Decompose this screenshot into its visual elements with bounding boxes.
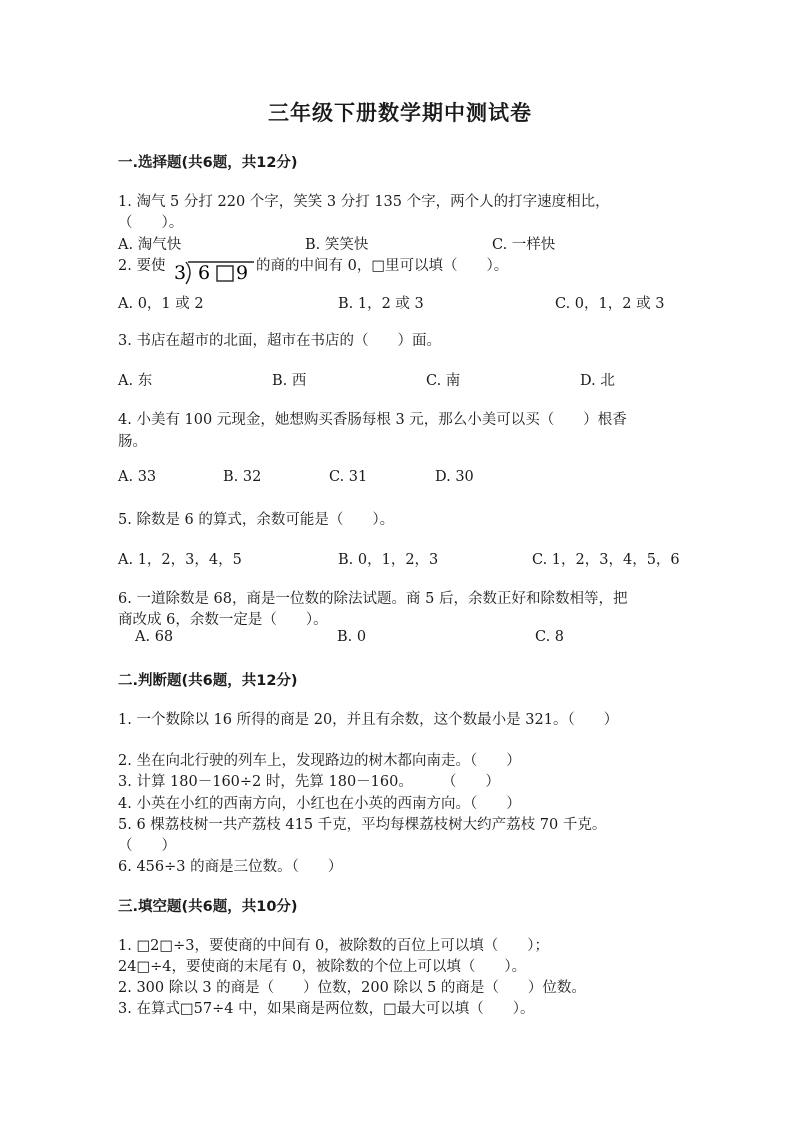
question-5-text: 5. 除数是 6 的算式，余数可能是（ ）。 (118, 512, 395, 528)
question-4-option-a: A. 33 (118, 469, 157, 485)
judge-6-text: 6. 456÷3 的商是三位数。（ ） (118, 859, 343, 875)
question-2-prefix: 2. 要使 (118, 258, 166, 274)
question-1-text-cont: （ ）。 (118, 215, 184, 231)
fill-3-text: 3. 在算式□57÷4 中，如果商是两位数，□最大可以填（ ）。 (118, 1001, 535, 1017)
question-3-option-b: B. 西 (272, 373, 307, 389)
page-title: 三年级下册数学期中测试卷 (268, 100, 532, 125)
section-heading-judge: 二.判断题(共6题，共12分) (118, 673, 298, 689)
question-2-option-b: B. 1，2 或 3 (338, 296, 424, 312)
question-1-text: 1. 淘气 5 分打 220 个字，笑笑 3 分打 135 个字，两个人的打字速度相比， (118, 194, 610, 210)
judge-2-text: 2. 坐在向北行驶的列车上，发现路边的树木都向南走。（ ） (118, 753, 521, 769)
section-heading-fill: 三.填空题(共6题，共10分) (118, 899, 298, 915)
fill-1-text-cont: 24□÷4，要使商的末尾有 0，被除数的个位上可以填（ ）。 (118, 959, 527, 975)
fill-1-text: 1. □2□÷3，要使商的中间有 0，被除数的百位上可以填（ ）； (118, 938, 550, 954)
question-6-option-c: C. 8 (535, 629, 565, 645)
question-6-option-b: B. 0 (337, 629, 367, 645)
question-4-option-b: B. 32 (223, 469, 262, 485)
question-3-option-d: D. 北 (580, 373, 615, 389)
question-4-option-d: D. 30 (435, 469, 474, 485)
question-4-text: 4. 小美有 100 元现金，她想购买香肠每根 3 元，那么小美可以买（ ）根香 (118, 412, 627, 428)
section-heading-choice: 一.选择题(共6题，共12分) (118, 155, 298, 171)
question-3-text: 3. 书店在超市的北面，超市在书店的（ ）面。 (118, 333, 441, 349)
question-5-option-a: A. 1，2，3，4，5 (118, 552, 242, 568)
judge-3-text: 3. 计算 180－160÷2 时，先算 180－160。 （ ） (118, 774, 500, 790)
question-2-option-c: C. 0，1，2 或 3 (555, 296, 665, 312)
question-3-option-a: A. 东 (118, 373, 153, 389)
question-4-text-cont: 肠。 (118, 434, 147, 450)
question-5-option-b: B. 0，1，2，3 (338, 552, 439, 568)
question-2-option-a: A. 0，1 或 2 (118, 296, 204, 312)
blank-box (217, 266, 233, 281)
division-bracket (186, 262, 190, 284)
judge-4-text: 4. 小英在小红的西南方向，小红也在小英的西南方向。（ ） (118, 796, 521, 812)
question-1-option-a: A. 淘气快 (118, 237, 182, 253)
question-6-option-a: A. 68 (135, 629, 174, 645)
judge-5-text-cont: （ ） (118, 838, 176, 854)
divisor-digit: 3 (174, 262, 187, 284)
question-6-text: 6. 一道除数是 68，商是一位数的除法试题。商 5 后，余数正好和除数相等，把 (118, 591, 628, 607)
judge-5-text: 5. 6 棵荔枝树一共产荔枝 415 千克，平均每棵荔枝树大约产荔枝 70 千克。 (118, 817, 607, 833)
dividend-digit-last: 9 (236, 262, 249, 284)
question-1-option-c: C. 一样快 (492, 237, 556, 253)
long-division-figure (172, 256, 256, 286)
question-3-option-c: C. 南 (426, 373, 461, 389)
question-1-option-b: B. 笑笑快 (305, 237, 369, 253)
fill-2-text: 2. 300 除以 3 的商是（ ）位数，200 除以 5 的商是（ ）位数。 (118, 980, 586, 996)
question-6-text-cont: 商改成 6，余数一定是（ ）。 (118, 612, 328, 628)
question-5-option-c: C. 1，2，3，4，5，6 (532, 552, 680, 568)
question-4-option-c: C. 31 (329, 469, 368, 485)
judge-1-text: 1. 一个数除以 16 所得的商是 20，并且有余数，这个数最小是 321。（ ） (118, 712, 619, 728)
question-2-text: 的商的中间有 0，□里可以填（ ）。 (256, 258, 509, 274)
dividend-digit: 6 (198, 262, 211, 284)
